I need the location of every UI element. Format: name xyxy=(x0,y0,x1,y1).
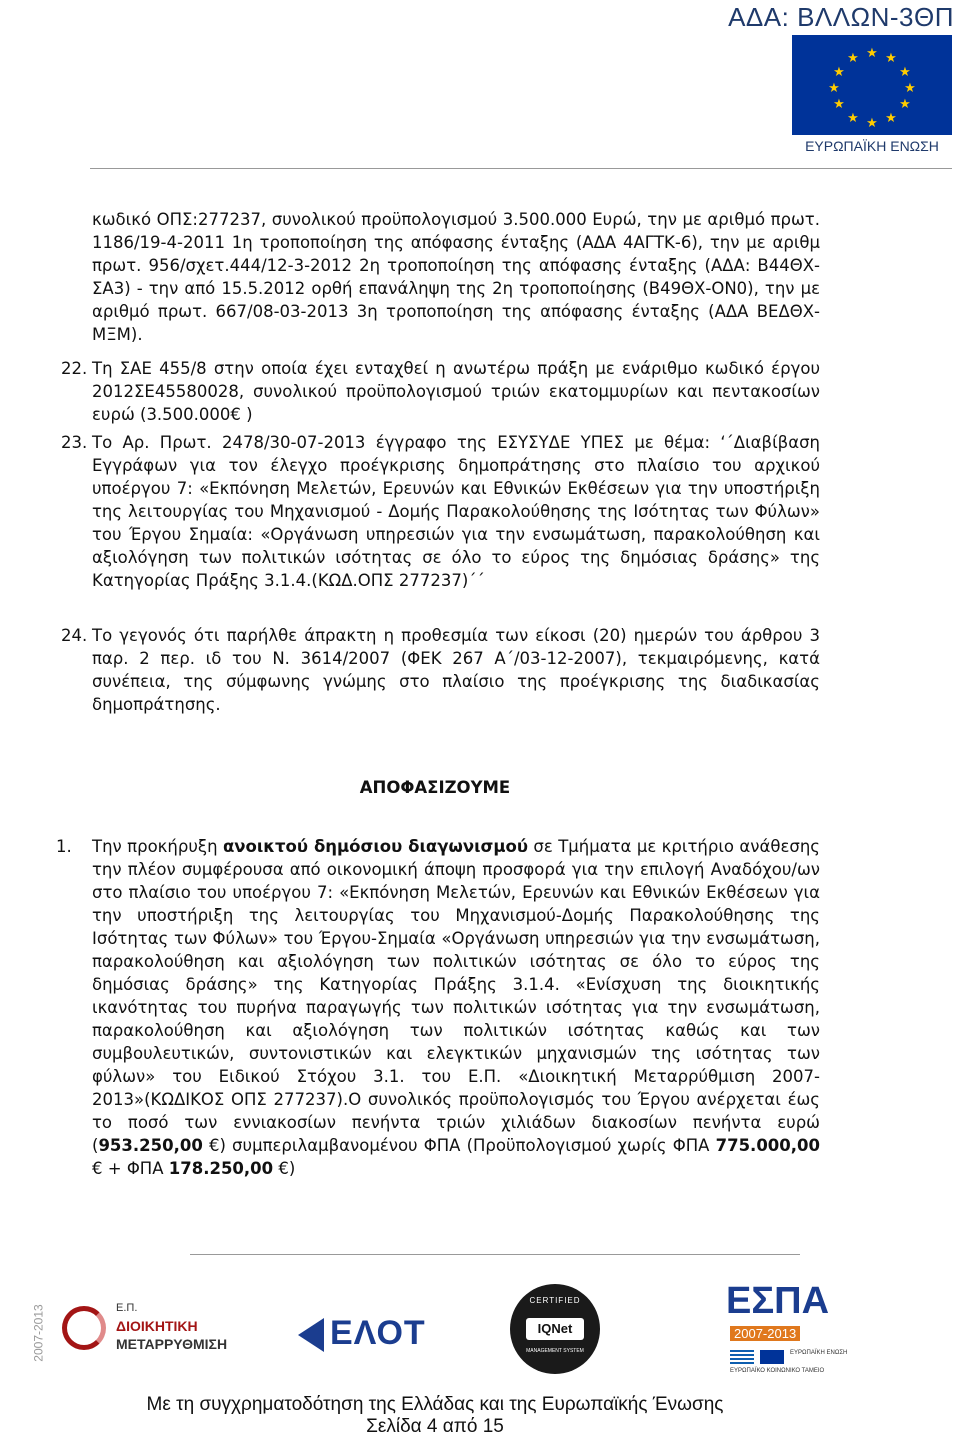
ep-line2: ΜΕΤΑΡΡΥΘΜΙΣΗ xyxy=(116,1336,228,1352)
elot-text: ΕΛΟΤ xyxy=(330,1314,426,1352)
item-24 xyxy=(61,624,820,716)
eu-flag-icon xyxy=(792,35,952,135)
greek-flag-icon xyxy=(730,1350,754,1364)
item-23 xyxy=(61,431,820,592)
svg-text:★: ★ xyxy=(885,111,897,126)
svg-text:★: ★ xyxy=(828,81,840,96)
item-number: 24. xyxy=(61,626,88,645)
ep-logo xyxy=(31,1288,230,1384)
ada-code: ΑΔΑ: ΒΛΛΩΝ-3ΘΠ xyxy=(728,2,954,32)
amount-without-vat: 775.000,00 xyxy=(715,1136,820,1155)
ep-line1: ΔΙΟΙΚΗΤΙΚΗ xyxy=(116,1318,198,1334)
ep-small: Ε.Π. xyxy=(116,1302,138,1314)
continuation-text: κωδικό ΟΠΣ:277237, συνολικού προϋπολογισμού 3.500.000 Ευρώ, την με αριθμό πρωτ. 1186/19-4-2011 1η τροποποίηση της απόφασης ένταξης (ΑΔΑ 4ΑΓΤΚ-6), την με αριθμ πρωτ. 956/σχετ.444/12-3-2012 2η τροποποίηση της απόφασης ένταξης (ΑΔΑ: Β44ΘΧ-ΣΑ3) - την από 15.5.2012 ορθή επανάληψη της 2η τροποποίησης (Β49ΘΧ-ΟΝ0), την με αριθμό πρωτ. 667/08-03-2013 3η τροποποίηση της απόφασης ένταξης (ΑΔΑ ΒΕΔΘΧ-ΜΞΜ). xyxy=(92,210,820,344)
total-amount: 953.250,00 xyxy=(98,1136,203,1155)
item-text: Το Αρ. Πρωτ. 2478/30-07-2013 έγγραφο της ΕΣΥΣΥΔΕ ΥΠΕΣ με θέμα: ‘΄Διαβίβαση Εγγράφων για τον έλεγχο προέγκρισης δημοπράτησης στο πλαίσιο του αρχικού υποέργου 7: «Εκπόνηση Μελετών, Ερευνών και Εθνικών Εκθέσεων για την υποστήριξη της λειτουργίας του Μηχανισμού - Δομής Παρακολούθησης της Ισότητας των Φύλων» του Έργου Σημαία: «Οργάνωση υπηρεσιών για την ενσωμάτωση, παρακολούθηση και αξιολόγηση των πολιτικών ισότητας σε όλο το εύρος της δημόσιας δράσης» της Κατηγορίας Πράξης 3.1.4.(ΚΩΔ.ΟΠΣ 277237)΄΄ xyxy=(92,433,820,590)
decision-1 xyxy=(56,835,820,1180)
espa-eu-flag-icon xyxy=(760,1350,784,1364)
espa-logo xyxy=(720,1280,920,1380)
iqnet-seal xyxy=(510,1284,600,1374)
iqnet-badge xyxy=(526,1318,584,1340)
svg-text:★: ★ xyxy=(847,111,859,126)
elot-logo xyxy=(298,1314,448,1358)
iqnet-text: IQNet xyxy=(537,1321,573,1336)
iqnet-certified: CERTIFIED xyxy=(529,1296,581,1305)
svg-text:★: ★ xyxy=(847,51,859,66)
item-number: 23. xyxy=(61,433,88,452)
logo-strip xyxy=(0,1276,960,1386)
continuation-paragraph xyxy=(92,208,820,346)
svg-text:★: ★ xyxy=(904,81,916,96)
decision-number: 1. xyxy=(56,837,72,856)
vat-amount: 178.250,00 xyxy=(168,1159,274,1178)
espa-years: 2007-2013 xyxy=(730,1326,800,1341)
header-divider xyxy=(90,168,952,169)
iqnet-mgmt: MANAGEMENT SYSTEM xyxy=(526,1348,584,1354)
page-number: Σελίδα 4 από 15 xyxy=(366,1416,504,1437)
ep-year: 2007-2013 xyxy=(31,1304,46,1362)
svg-text:★: ★ xyxy=(885,51,897,66)
svg-text:★: ★ xyxy=(833,97,845,112)
decision-heading: ΑΠΟΦΑΣΙΖΟΥΜΕ xyxy=(359,778,511,797)
item-number: 22. xyxy=(61,359,88,378)
item-text: Το γεγονός ότι παρήλθε άπρακτη η προθεσμία των είκοσι (20) ημερών του άρθρου 3 παρ. 2 περ. ιδ του Ν. 3614/2007 (ΦΕΚ 267 Α΄/03-12-2007), τεκμαιρόμενης, κατά συνέπεια, της σύμφωνης γνώμης στο πλαίσιο της προέγκρισης της διαδικασίας δημοπράτησης. xyxy=(92,626,820,714)
svg-text:★: ★ xyxy=(866,46,878,61)
eu-label: ΕΥΡΩΠΑΪΚΗ ΕΝΩΣΗ xyxy=(805,138,939,154)
ep-mark-icon xyxy=(62,1306,106,1350)
decision-text: Την προκήρυξη ανοικτού δημόσιου διαγωνισμού σε Τμήματα με κριτήριο ανάθεσης την πλέον συμφέρουσα από οικονομική άποψη προσφορά για την επιλογή Αναδόχου/ων στο πλαίσιο του υποέργου 7: «Εκπόνηση Μελετών, Ερευνών και Εθνικών Εκθέσεων για την υποστήριξη της λειτουργίας του Μηχανισμού-Δομής Παρακολούθησης της Ισότητας των Φύλων» του Έργου-Σημαία «Οργάνωση υπηρεσιών για την ενσωμάτωση, παρακολούθηση και αξιολόγηση των πολιτικών ισότητας σε όλο το εύρος της δημόσιας δράσης» της Κατηγορίας Πράξης 3.1.4. «Ενίσχυση της διοικητικής ικανότητας του πυρήνα παραγωγής των πολιτικών ισότητας για την ενσωμάτωση, παρακολούθηση και αξιολόγηση των πολιτικών ισότητας καθώς και των συμβουλευτικών, συντονιστικών και ελεγκτικών μηχανισμών της ισότητας των φύλων» του Ειδικού Στόχου 3.1. του Ε.Π. «Διοικητική Μεταρρύθμιση 2007-2013»(ΚΩΔΙΚΟΣ ΟΠΣ 277237).Ο συνολικός προϋπολογισμός του Έργου ανέρχεται έως το ποσό των εννιακοσίων πενήντα τριών χιλιάδων διακοσίων πενήντα ευρώ (953.250,00 €) συμπεριλαμβανομένου ΦΠΑ (Προϋπολογισμού χωρίς ΦΠΑ 775.000,00 € + ΦΠΑ 178.250,00 €) xyxy=(92,837,820,1178)
espa-fund: ΕΥΡΩΠΑΪΚΟ ΚΟΙΝΩΝΙΚΟ ΤΑΜΕΙΟ xyxy=(730,1368,825,1374)
svg-text:★: ★ xyxy=(833,65,845,80)
svg-text:★: ★ xyxy=(866,116,878,131)
espa-text: ΕΣΠΑ xyxy=(726,1280,830,1322)
funding-note: Με τη συγχρηματοδότηση της Ελλάδας και της Ευρωπαϊκής Ένωσης xyxy=(146,1394,724,1415)
tender-type: ανοικτού δημόσιου διαγωνισμού xyxy=(222,837,528,856)
espa-slogan: ΕΥΡΩΠΑΪΚΗ ΕΝΩΣΗ xyxy=(790,1350,848,1356)
item-text: Τη ΣΑΕ 455/8 στην οποία έχει ενταχθεί η ανωτέρω πράξη με ενάριθμο κωδικό έργου 2012ΣΕ45580028, συνολικού προϋπολογισμού τριών εκατομμυρίων και πεντακοσίων ευρώ (3.500.000€ ) xyxy=(92,359,820,424)
elot-mark-icon xyxy=(298,1318,324,1352)
footer-divider xyxy=(190,1254,800,1255)
svg-text:★: ★ xyxy=(899,65,911,80)
item-22 xyxy=(61,357,820,426)
svg-text:★: ★ xyxy=(899,97,911,112)
